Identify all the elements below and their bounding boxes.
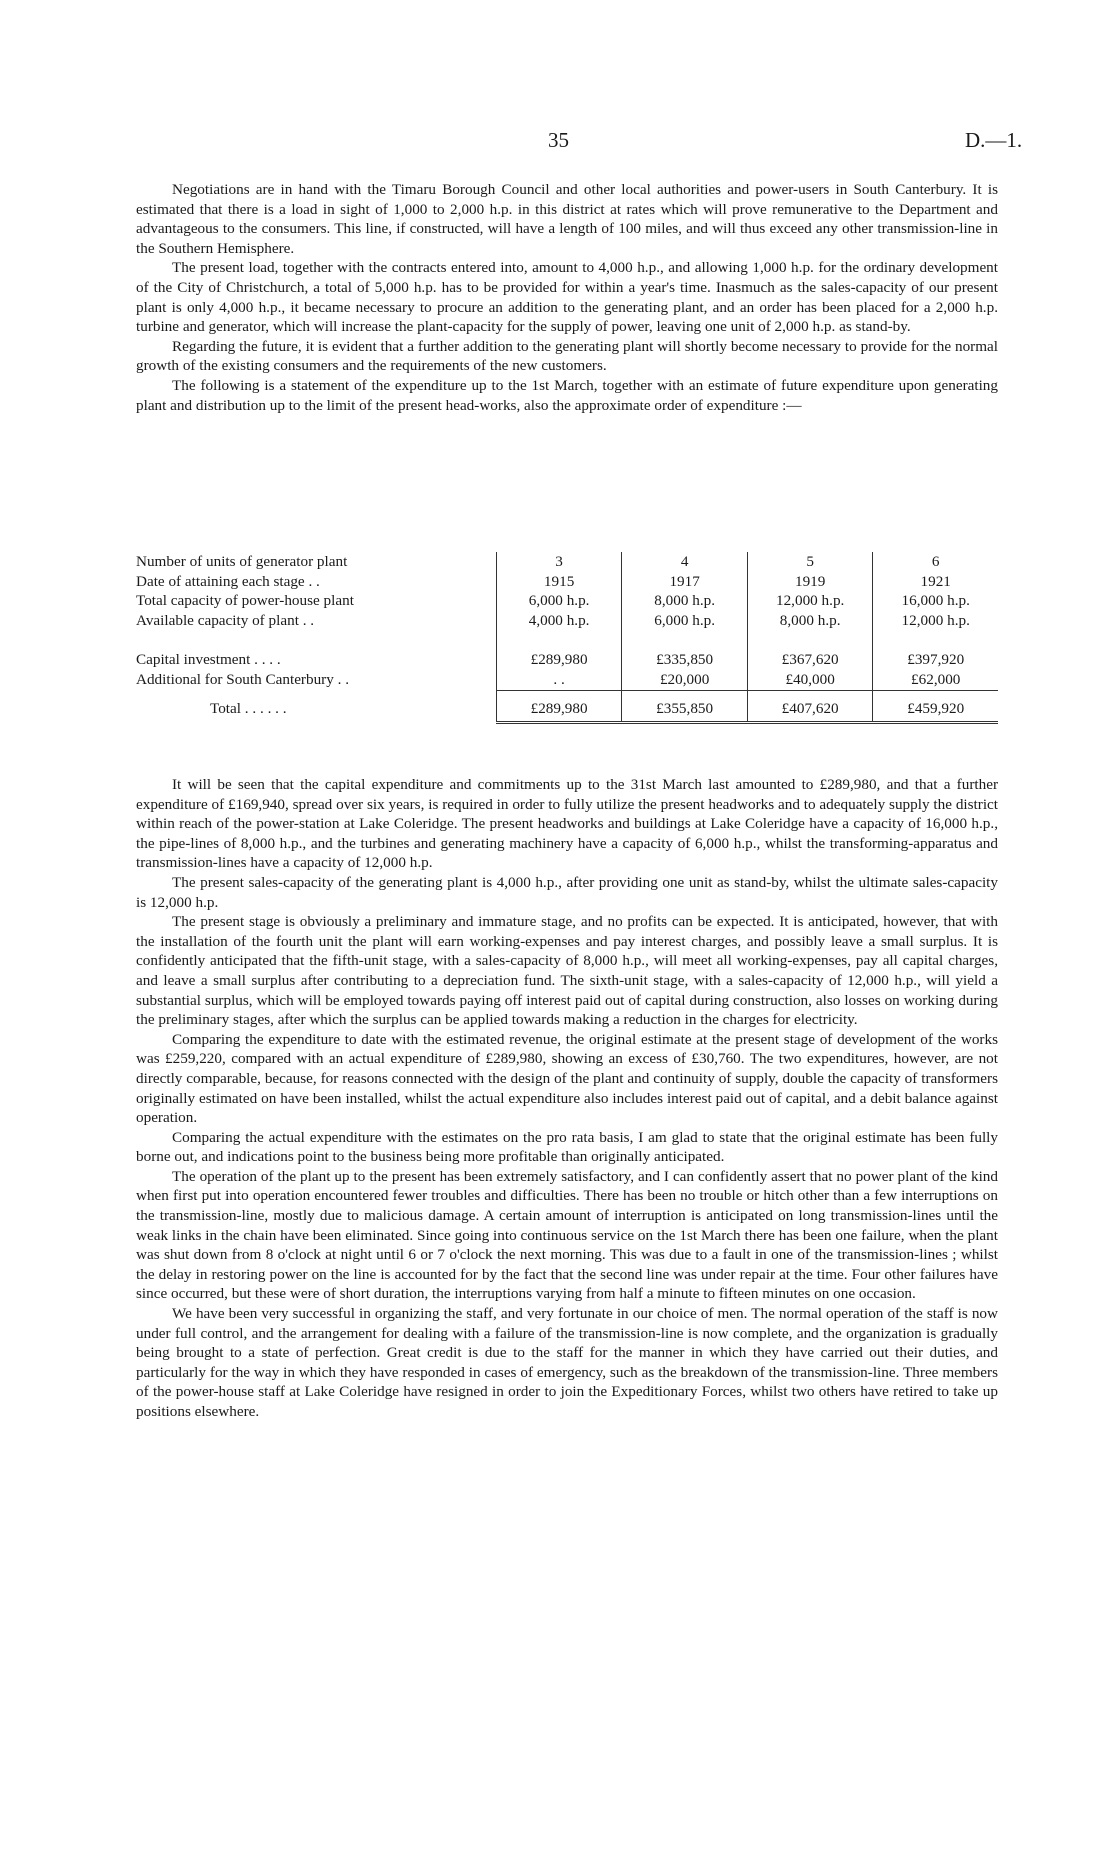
table-cell: 8,000 h.p. xyxy=(747,611,873,631)
row-label: Available capacity of plant . . xyxy=(136,611,315,629)
document-reference: D.—1. xyxy=(965,128,1023,152)
table-cell: £367,620 xyxy=(747,650,873,670)
body-text-lower xyxy=(136,775,998,1422)
table-cell: 4 xyxy=(622,552,748,572)
table-total-row xyxy=(136,690,998,722)
expenditure-table xyxy=(136,552,998,724)
table-cell: . . xyxy=(496,670,622,690)
table-cell: 6 xyxy=(873,552,998,572)
table-cell: 16,000 h.p. xyxy=(873,591,998,611)
row-label: Total capacity of power-house plant xyxy=(136,592,354,610)
table-cell: 1921 xyxy=(873,572,998,592)
table-spacer-row xyxy=(136,630,998,650)
table-cell: 8,000 h.p. xyxy=(622,591,748,611)
paragraph: The present sales-capacity of the generating plant is 4,000 h.p., after providing one unit as stand-by, whilst the ultimate sales-capacity is 12,000 h.p. xyxy=(136,873,998,911)
table-cell: 1917 xyxy=(622,572,748,592)
table-cell: 1915 xyxy=(496,572,622,592)
table-row xyxy=(136,650,998,670)
table-cell: 12,000 h.p. xyxy=(873,611,998,631)
table-cell: 12,000 h.p. xyxy=(747,591,873,611)
table-row xyxy=(136,670,998,690)
table-cell: £289,980 xyxy=(496,650,622,670)
table-cell: 3 xyxy=(496,552,622,572)
row-label: Additional for South Canterbury . . xyxy=(136,671,350,689)
paragraph: Comparing the expenditure to date with the estimated revenue, the original estimate at the present stage of development of the works was £259,220, compared with an actual expenditure of £289,980, showing an excess of £30,760. The two expenditures, however, are not directly comparable, because, for reasons connected with the design of the plant and continuity of supply, double the capacity of transformers originally estimated on have been installed, whilst the actual expenditure also includes interest paid out of capital, and a debit balance against operation. xyxy=(136,1030,998,1127)
table-cell: £40,000 xyxy=(747,670,873,690)
page-header xyxy=(0,128,1114,158)
body-text-upper xyxy=(136,180,998,415)
paragraph: The operation of the plant up to the present has been extremely satisfactory, and I can confidently assert that no power plant of the kind when first put into operation encountered fewer troubles and difficulties. There has been no trouble or hitch other than a few interruptions on the transmission-line, mostly due to malicious damage. A certain amount of interruption is anticipated on long transmission-lines until the weak links in the chain have been eliminated. Since going into continuous service on the 1st March there has been one failure, when the plant was shut down from 8 o'clock at night until 6 or 7 o'clock the next morning. This was due to a fault in one of the transmission-lines ; whilst the delay in restoring power on the line is accounted for by the fact that the second line was under repair at the time. Four other failures have since occurred, but these were of short duration, the interruptions varying from half a minute to fifteen minutes on one occasion. xyxy=(136,1167,998,1303)
row-label: Date of attaining each stage . . xyxy=(136,572,320,590)
paragraph: The following is a statement of the expenditure up to the 1st March, together with an estimate of future expenditure upon generating plant and distribution up to the limit of the present head-works, also the approximate order of expenditure :— xyxy=(136,376,998,414)
table-cell: £289,980 xyxy=(496,690,622,722)
paragraph: The present load, together with the contracts entered into, amount to 4,000 h.p., and allowing 1,000 h.p. for the ordinary development of the City of Christchurch, a total of 5,000 h.p. has to be provided for within a year's time. Inasmuch as the sales-capacity of our present plant is only 4,000 h.p., it became necessary to procure an addition to the generating plant, and an order has been placed for a 2,000 h.p. turbine and generator, which will increase the plant-capacity for the supply of power, leaving one unit of 2,000 h.p. as stand-by. xyxy=(136,259,998,336)
table-cell: £355,850 xyxy=(622,690,748,722)
table-cell: £397,920 xyxy=(873,650,998,670)
table-cell: 4,000 h.p. xyxy=(496,611,622,631)
table-row xyxy=(136,572,998,592)
paragraph: We have been very successful in organizing the staff, and very fortunate in our choice of men. The normal operation of the staff is now under full control, and the arrangement for dealing with a failure of the transmission-line is now complete, and the organization is gradually being brought to a state of perfection. Great credit is due to the staff for the manner in which they have carried out their duties, and particularly for the way in which they have responded in cases of emergency, such as the breakdown of the transmission-line. Three members of the power-house staff at Lake Coleridge have resigned in order to join the Expeditionary Forces, whilst two others have retired to take up positions elsewhere. xyxy=(136,1305,998,1420)
paragraph: Comparing the actual expenditure with the estimates on the pro rata basis, I am glad to state that the original estimate has been fully borne out, and indications point to the business being more profitable than originally anticipated. xyxy=(136,1128,998,1166)
paragraph: Regarding the future, it is evident that a further addition to the generating plant will shortly become necessary to provide for the normal growth of the existing consumers and the requirements of the new customers. xyxy=(136,337,998,375)
paragraph: The present stage is obviously a preliminary and immature stage, and no profits can be expected. It is anticipated, however, that with the installation of the fourth unit the plant will earn working-expenses and pay interest charges, and possibly leave a small surplus. It is confidently anticipated that the fifth-unit stage, with a sales-capacity of 8,000 h.p., will meet all working-expenses, pay all capital charges, and leave a small surplus after contributing to a depreciation fund. The sixth-unit stage, with a sales-capacity of 12,000 h.p., will yield a substantial surplus, which will be employed towards paying off interest paid out of capital during construction, also losses on working during the preliminary stages, after which the surplus can be applied towards making a reduction in the charges for electricity. xyxy=(136,913,998,1029)
table-row xyxy=(136,611,998,631)
row-label: Total . . . . . . xyxy=(210,700,287,718)
table-cell: 6,000 h.p. xyxy=(622,611,748,631)
table-cell: £62,000 xyxy=(873,670,998,690)
table-row xyxy=(136,591,998,611)
row-label: Capital investment . . . . xyxy=(136,651,281,669)
table-row xyxy=(136,552,998,572)
table-cell: £20,000 xyxy=(622,670,748,690)
paragraph: It will be seen that the capital expenditure and commitments up to the 31st March last amounted to £289,980, and that a further expenditure of £169,940, spread over six years, is required in order to fully utilize the present headworks and to adequately supply the district within reach of the power-station at Lake Coleridge. The present headworks and buildings at Lake Coleridge have a capacity of 16,000 h.p., the pipe-lines of 8,000 h.p., and the turbines and generating machinery have a capacity of 6,000 h.p., whilst the transforming-apparatus and transmission-lines have a capacity of 12,000 h.p. xyxy=(136,776,998,872)
table-cell: £335,850 xyxy=(622,650,748,670)
paragraph: Negotiations are in hand with the Timaru Borough Council and other local authorities and power-users in South Canterbury. It is estimated that there is a load in sight of 1,000 to 2,000 h.p. in this district at rates which will prove remunerative to the Department and advantageous to the consumers. This line, if constructed, will have a length of 100 miles, and will thus exceed any other transmission-line in the Southern Hemisphere. xyxy=(136,181,998,257)
table-cell: 1919 xyxy=(747,572,873,592)
table-cell: £407,620 xyxy=(747,690,873,722)
row-label: Number of units of generator plant xyxy=(136,553,348,570)
table-cell: 5 xyxy=(747,552,873,572)
table-cell: £459,920 xyxy=(873,690,998,722)
table-cell: 6,000 h.p. xyxy=(496,591,622,611)
page-number: 35 xyxy=(548,128,569,152)
